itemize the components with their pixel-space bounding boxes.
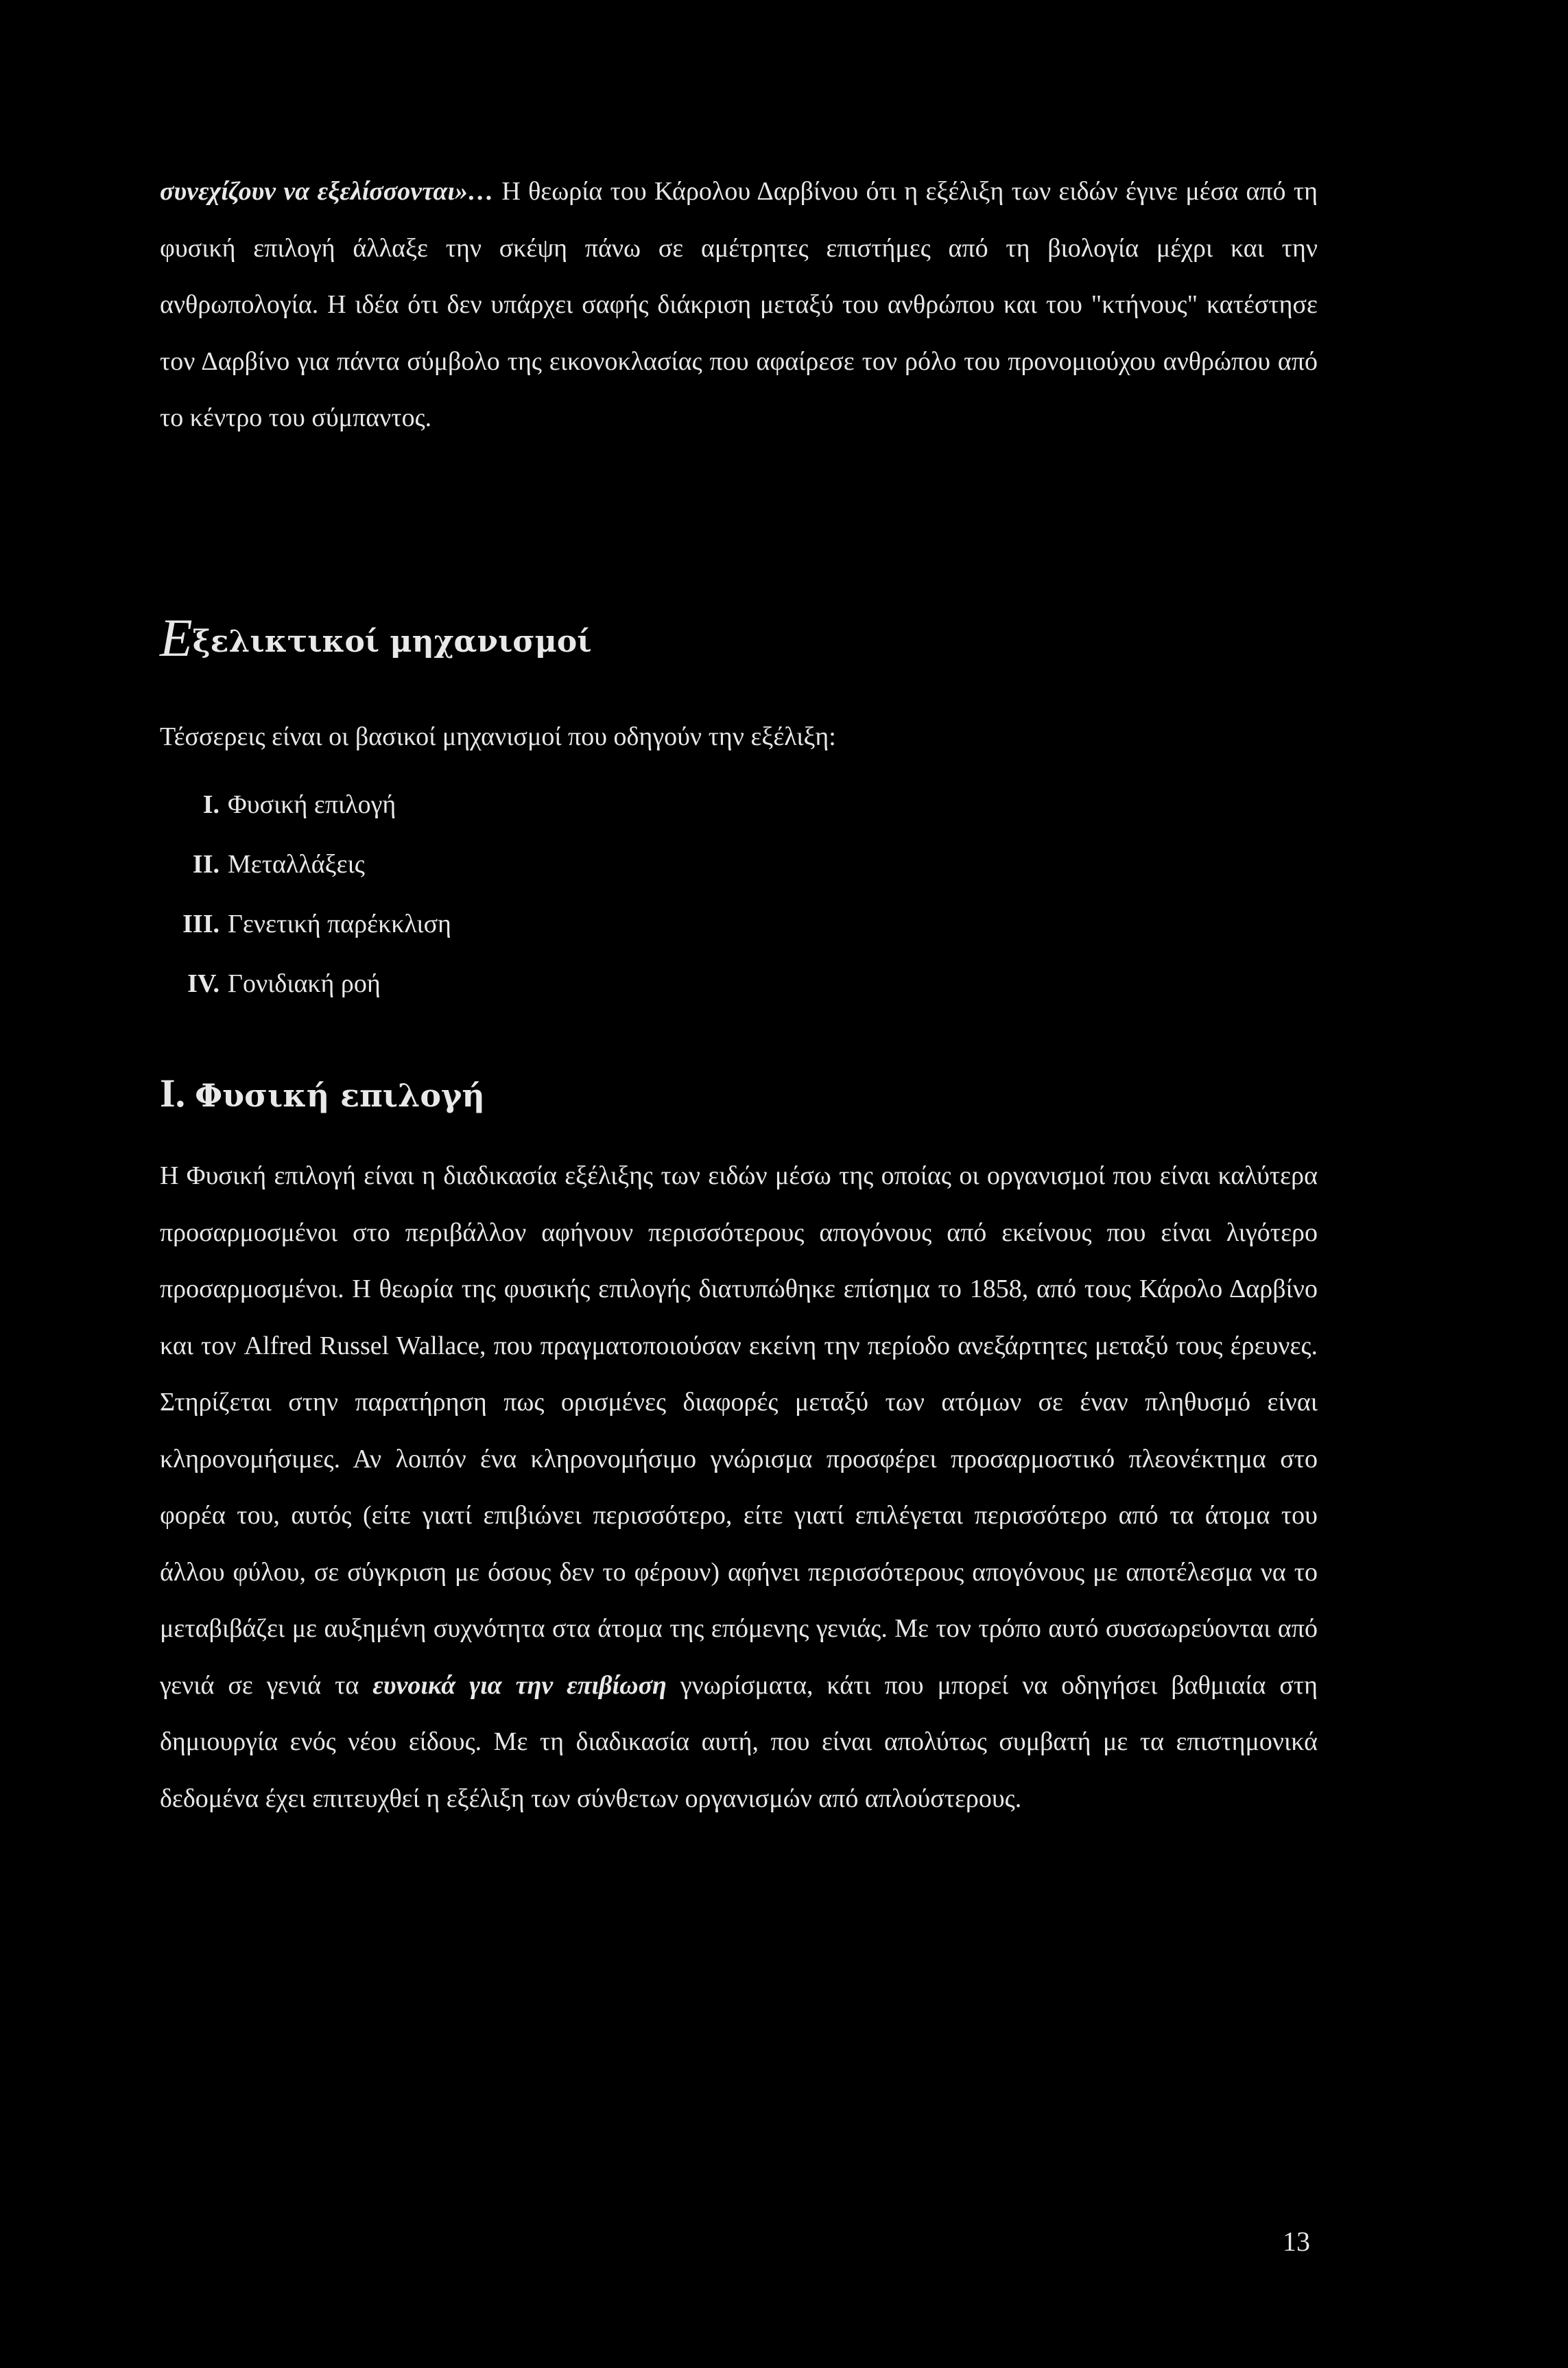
list-item-label: Μεταλλάξεις — [228, 850, 365, 879]
page-number: 13 — [1283, 2226, 1310, 2257]
list-item — [160, 895, 451, 954]
mechanisms-intro: Τέσσερεις είναι οι βασικοί μηχανισμοί που οδηγούν την εξέλιξη: — [160, 722, 836, 751]
intro-paragraph-text: Η θεωρία του Κάρολου Δαρβίνου ότι η εξέλιξη των ειδών έγινε μέσα από τη φυσική επιλογή άλλαξε την σκέψη πάνω σε αμέτρητες επιστήμες από τη βιολογία μέχρι και την ανθρωπολογία. Η ιδέα ότι δεν υπάρχει σαφής διάκριση μεταξύ του ανθρώπου και του "κτήνους" κατέστησε τον Δαρβίνο για πάντα σύμβολο της εικονοκλασίας που αφαίρεσε τον ρόλο του προνομιούχου ανθρώπου από το κέντρο του σύμπαντος. — [160, 177, 1318, 432]
list-item-number: IV. — [187, 969, 219, 998]
section-heading-natural-selection — [160, 1070, 485, 1116]
heading-natural-selection-text: Φυσική επιλογή — [195, 1077, 485, 1114]
list-item-number: I. — [202, 790, 219, 819]
intro-paragraph — [160, 163, 1318, 447]
list-item — [160, 954, 451, 1014]
list-item-number: III. — [182, 910, 219, 938]
natural-selection-paragraph — [160, 1148, 1318, 1827]
heading-drop-initial: Ε — [160, 608, 193, 667]
paragraph-text-before: Η Φυσική επιλογή είναι η διαδικασία εξέλιξης των ειδών μέσω της οποίας οι οργανισμοί που είναι καλύτερα προσαρμοσμένοι στο περιβάλλον αφήνουν περισσότερους απογόνους από εκείνους που είναι λιγότερο προσαρμοσμένοι. Η θεωρία της φυσικής επιλογής διατυπώθηκε επίσημα το 1858, από τους Κάρολο Δαρβίνο και τον Alfred Russel Wallace, που πραγματοποιούσαν εκείνη την περίοδο ανεξάρτητες μεταξύ τους έρευνες. Στηρίζεται στην παρατήρηση πως ορισμένες διαφορές μεταξύ των ατόμων σε έναν πληθυσμό είναι κληρονομήσιμες. Αν λοιπόν ένα κληρονομήσιμο γνώρισμα προσφέρει προσαρμοστικό πλεονέκτημα στο φορέα του, αυτός (είτε γιατί επιβιώνει περισσότερο, είτε γιατί επιλέγεται περισσότερο από τα άτομα του άλλου φύλου, σε σύγκριση με όσους δεν το φέρουν) αφήνει περισσότερους απογόνους με αποτέλεσμα να το μεταβιβάζει με αυξημένη συχνότητα στα άτομα της επόμενης γενιάς. Με τον τρόπο αυτό συσσωρεύονται από γενιά σε γενιά τα — [160, 1161, 1318, 1700]
mechanisms-list — [160, 775, 451, 1014]
section-heading-mechanisms — [160, 607, 592, 669]
list-item — [160, 835, 451, 895]
heading-mechanisms-text: ξελικτικοί μηχανισμοί — [192, 624, 592, 659]
paragraph-text-after: γνωρίσματα, κάτι που μπορεί να οδηγήσει βαθμιαία στη δημιουργία ενός νέου είδους. Με τη διαδικασία αυτή, που είναι απολύτως συμβατή με τα επιστημονικά δεδομένα έχει επιτευχθεί η εξέλιξη των σύνθετων οργανισμών από απλούστερους. — [160, 1670, 1318, 1813]
list-item-label: Φυσική επιλογή — [228, 790, 396, 819]
list-item-label: Γονιδιακή ροή — [228, 969, 381, 998]
list-item — [160, 775, 451, 835]
paragraph-emphasis: ευνοικά για την επιβίωση — [372, 1670, 667, 1700]
list-item-label: Γενετική παρέκκλιση — [228, 910, 451, 938]
heading-number: I. — [160, 1071, 186, 1115]
intro-lead-italic: συνεχίζουν να εξελίσσονται»… — [160, 177, 495, 206]
list-item-number: II. — [192, 850, 219, 879]
